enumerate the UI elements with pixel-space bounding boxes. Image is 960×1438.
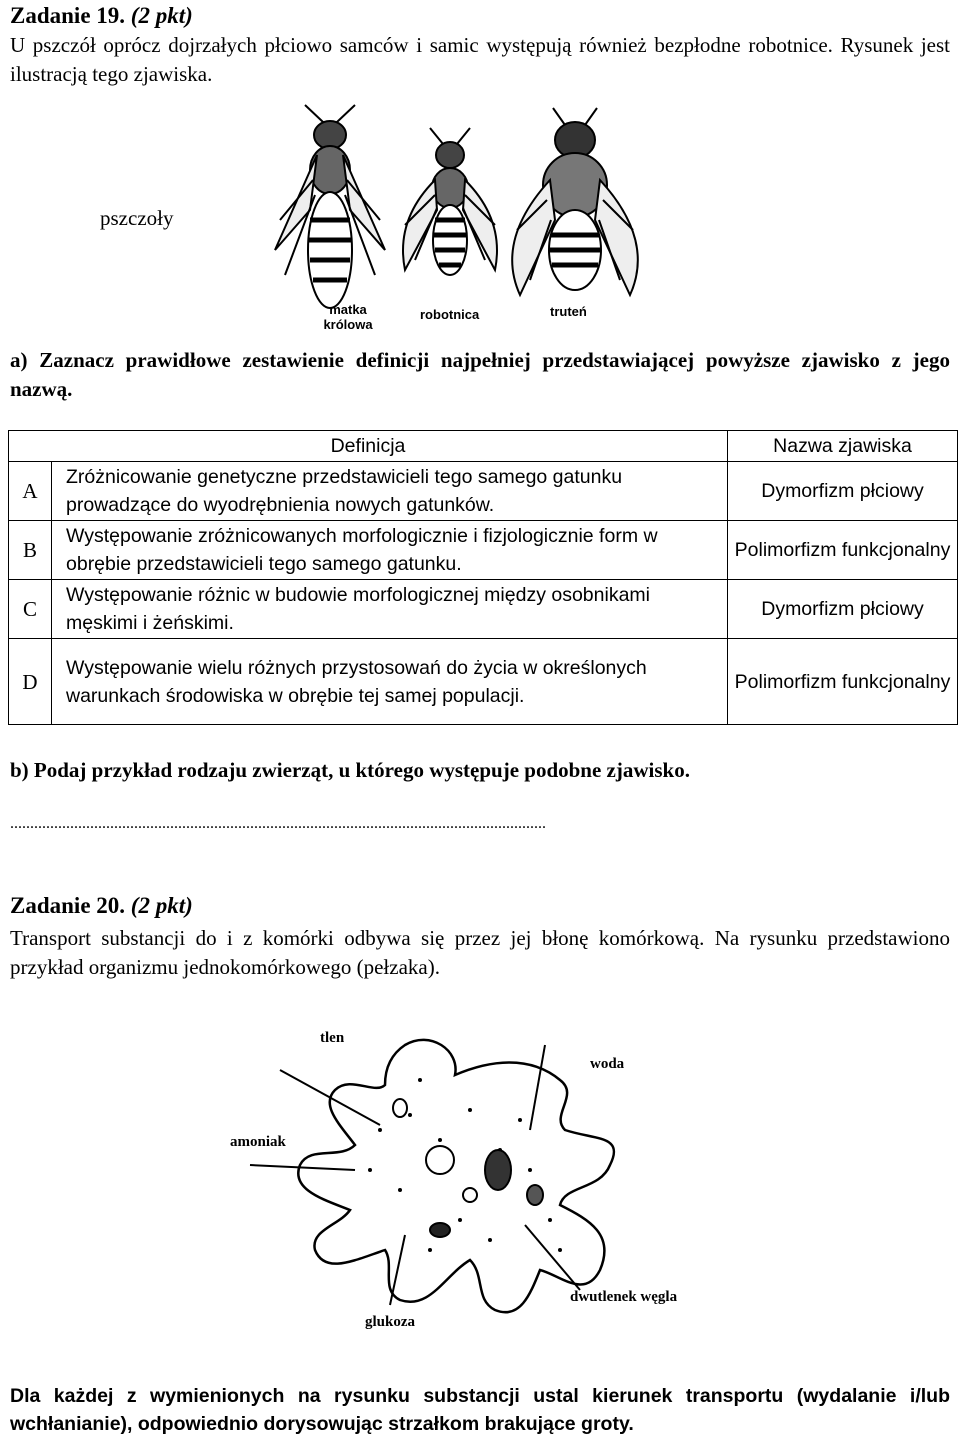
- task19-intro: U pszczół oprócz dojrzałych płciowo samców i samic występują również bezpłodne robotnice. Rysunek jest ilustracją tego zjawiska.: [10, 33, 950, 86]
- row-letter[interactable]: D: [9, 639, 52, 725]
- header-name: Nazwa zjawiska: [728, 431, 958, 462]
- row-definition: Występowanie różnic w budowie morfologicznej między osobnikami męskimi i żeńskimi.: [52, 580, 728, 639]
- amoeba-body: [298, 1040, 614, 1312]
- task19-part-a: a) Zaznacz prawidłowe zestawienie definicji najpełniej przedstawiającej powyższe zjawisko z jego nazwą.: [10, 348, 950, 401]
- row-definition: Zróżnicowanie genetyczne przedstawicieli tego samego gatunku prowadzące do wyodrębnienia nowych gatunków.: [52, 462, 728, 521]
- task20-heading: [10, 893, 193, 919]
- row-letter[interactable]: A: [9, 462, 52, 521]
- task20-points: (2 pkt): [130, 893, 193, 918]
- table-row[interactable]: [9, 521, 958, 580]
- table-header-row: [9, 431, 958, 462]
- nucleus-vacuole: [426, 1146, 454, 1174]
- table-row[interactable]: [9, 639, 958, 725]
- label-water: woda: [590, 1056, 625, 1072]
- row-letter[interactable]: C: [9, 580, 52, 639]
- task19-part-b: b) Podaj przykład rodzaju zwierząt, u którego występuje podobne zjawisko.: [10, 758, 690, 782]
- label-oxygen: tlen: [320, 1030, 345, 1046]
- row-definition: Występowanie wielu różnych przystosowań do życia w określonych warunkach środowiska w obrębie tej samej populacji.: [52, 639, 728, 725]
- row-name: Polimorfizm funkcjonalny: [728, 521, 958, 580]
- worker-bee-drawing: [403, 128, 497, 275]
- table-row[interactable]: [9, 462, 958, 521]
- row-name: Dymorfizm płciowy: [728, 580, 958, 639]
- task20-title: Zadanie 20.: [10, 893, 131, 918]
- definition-table: [8, 430, 958, 725]
- task20-intro: Transport substancji do i z komórki odbywa się przez jej błonę komórkową. Na rysunku przedstawiono przykład organizmu jednokomórkowego (pełzaka).: [10, 926, 950, 979]
- row-name: Dymorfizm płciowy: [728, 462, 958, 521]
- bee-label-drone: truteń: [550, 304, 587, 319]
- bees-figure-label: pszczoły: [100, 206, 174, 230]
- bee-label-queen: matka królowa: [323, 302, 373, 332]
- answer-line[interactable]: ......................................................................................................................................: [10, 815, 546, 832]
- task19-points: (2 pkt): [130, 3, 193, 28]
- drone-bee-drawing: [512, 108, 638, 295]
- label-glucose: glukoza: [365, 1314, 416, 1330]
- table-row[interactable]: [9, 580, 958, 639]
- queen-bee-drawing: [275, 105, 385, 308]
- row-letter[interactable]: B: [9, 521, 52, 580]
- header-definition: Definicja: [9, 431, 728, 462]
- row-name: Polimorfizm funkcjonalny: [728, 639, 958, 725]
- row-definition: Występowanie zróżnicowanych morfologicznie i fizjologicznie form w obrębie przedstawicieli tego samego gatunku.: [52, 521, 728, 580]
- bee-label-worker: robotnica: [420, 307, 480, 322]
- food-vacuole: [485, 1150, 511, 1190]
- task19-heading: [10, 3, 193, 29]
- task19-title: Zadanie 19.: [10, 3, 131, 28]
- label-co2: dwutlenek węgla: [570, 1289, 678, 1305]
- task20-instruction: Dla każdej z wymienionych na rysunku substancji ustal kierunek transportu (wydalanie i/lub wchłanianie), odpowiednio dorysowując strzałkom brakujące groty.: [10, 1385, 950, 1435]
- label-ammonia: amoniak: [230, 1134, 286, 1150]
